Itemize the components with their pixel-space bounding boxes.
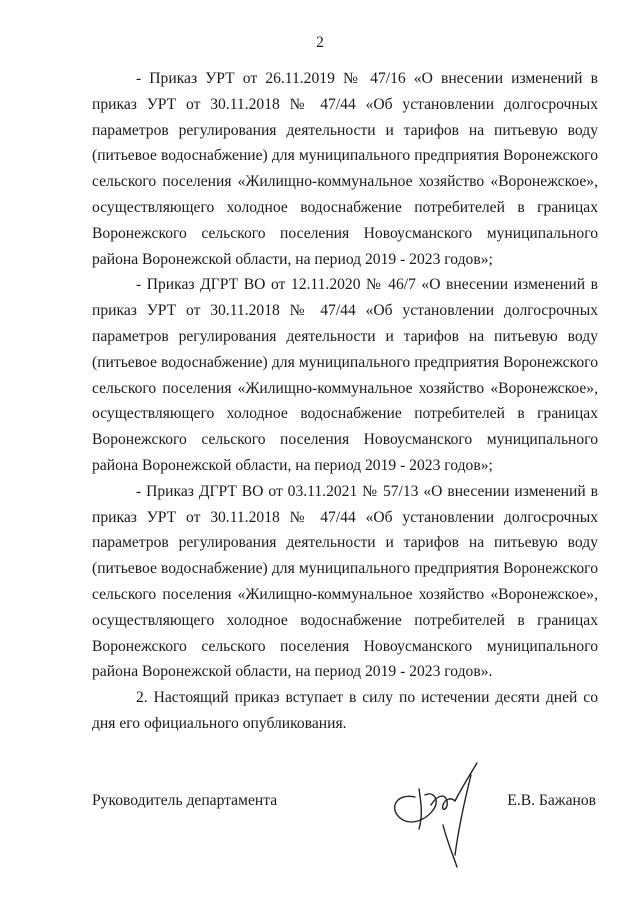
handwritten-signature bbox=[385, 755, 495, 875]
paragraph-order-2021: - Приказ ДГРТ ВО от 03.11.2021 № 57/13 «О внесении изменений в приказ УРТ от 30.11.2018 № 47/44 «Об установлении долгосрочных параметров регулирования деятельности и тарифов на питьевую воду (питьевое водоснабжение) для муниципального предприятия Воронежского сельского поселения «Жилищно-коммунальное хозяйство «Воронежское», осуществляющего холодное водоснабжение потребителей в границах Воронежского сельского поселения Новоусманского муниципального района Воронежской области, на период 2019 - 2023 годов». bbox=[92, 482, 598, 681]
signer-title: Руководитель департамента bbox=[92, 792, 278, 809]
page-number: 2 bbox=[316, 34, 324, 51]
signer-name: Е.В. Бажанов bbox=[507, 792, 596, 809]
paragraph-order-2020: - Приказ ДГРТ ВО от 12.11.2020 № 46/7 «О внесении изменений в приказ УРТ от 30.11.2018 № 47/44 «Об установлении долгосрочных параметров регулирования деятельности и тарифов на питьевую воду (питьевое водоснабжение) для муниципального предприятия Воронежского сельского поселения «Жилищно-коммунальное хозяйство «Воронежское», осуществляющего холодное водоснабжение потребителей в границах Воронежского сельского поселения Новоусманского муниципального района Воронежской области, на период 2019 - 2023 годов»; bbox=[92, 276, 598, 474]
document-body bbox=[92, 66, 598, 737]
paragraph-order-2019: - Приказ УРТ от 26.11.2019 № 47/16 «О внесении изменений в приказ УРТ от 30.11.2018 № 47/44 «Об установлении долгосрочных параметров регулирования деятельности и тарифов на питьевую воду (питьевое водоснабжение) для муниципального предприятия Воронежского сельского поселения «Жилищно-коммунальное хозяйство «Воронежское», осуществляющего холодное водоснабжение потребителей в границах Воронежского сельского поселения Новоусманского муниципального района Воронежской области, на период 2019 - 2023 годов»; bbox=[92, 70, 598, 268]
paragraph-effective-date: 2. Настоящий приказ вступает в силу по истечении десяти дней со дня его официального опубликования. bbox=[92, 689, 598, 732]
